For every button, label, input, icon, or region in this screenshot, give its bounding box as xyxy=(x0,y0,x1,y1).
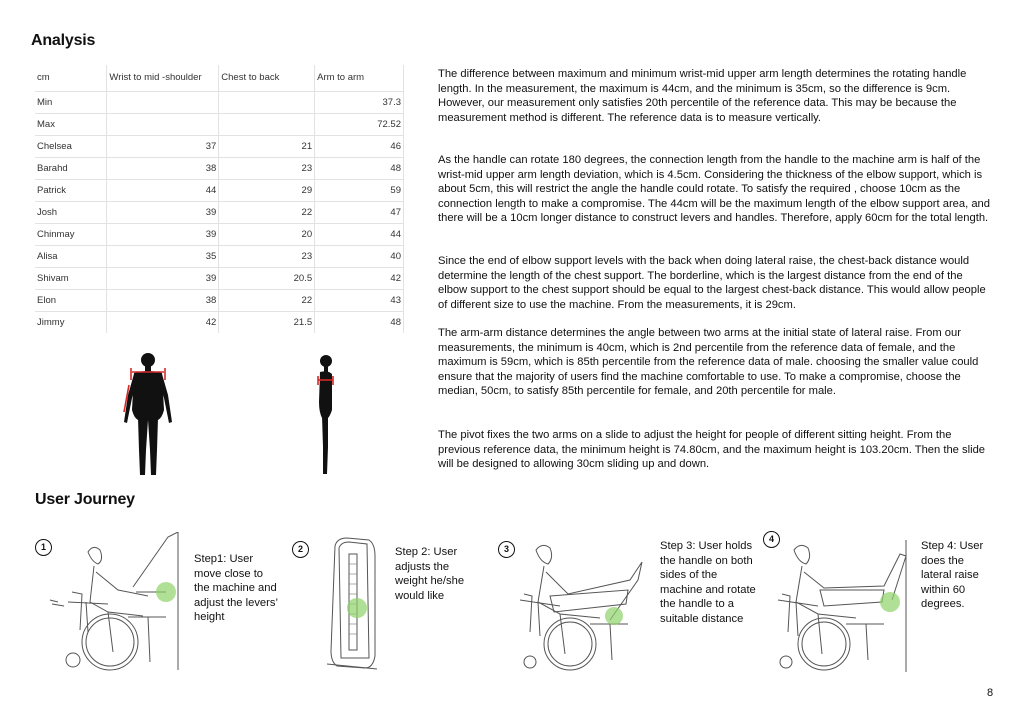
value-cell: 40 xyxy=(315,246,404,268)
step-3-text: Step 3: User holds the handle on both sides of the machine and rotate the handle to a suitable distance xyxy=(660,540,756,625)
value-cell: 39 xyxy=(107,202,219,224)
step-3-illustration xyxy=(510,540,650,672)
value-cell: 21 xyxy=(219,136,315,158)
paragraph-chest-support: Since the end of elbow support levels with the back when doing lateral raise, the chest-back distance would determine the length of the chest support. The borderline, which is the largest distance from the end of the elbow support to the chest support should be equal to the largest chest-back distance. This would allow people of different size to use the machine. From the measurements, it is 29cm. xyxy=(438,255,986,311)
page-number: 8 xyxy=(987,687,994,699)
value-cell: 43 xyxy=(315,290,404,312)
step-2-number: 2 xyxy=(292,541,309,558)
paragraph-connection-length: As the handle can rotate 180 degrees, the connection length from the handle to the machine arm is half of the wrist-mid upper arm length deviation, which is 4.5cm. Considering the thickness of the elbow support, which is about 5cm, this will restrict the angle the handle could rotate. To satisfy the required , choose 10cm as the connection length to make a compromise. The 44cm will be the maximum length of the elbow support area, and there will be a 10cm longer distance to construct levers and handles. Therefore, apply 60cm for the total length. xyxy=(438,154,991,224)
row-label-cell: Max xyxy=(35,114,107,136)
value-cell: 22 xyxy=(219,202,315,224)
step-4-illustration xyxy=(772,540,912,672)
step-3-number: 3 xyxy=(498,541,515,558)
step-2-illustration xyxy=(325,536,380,671)
measurement-table xyxy=(35,65,404,333)
value-cell: 37.3 xyxy=(315,92,404,114)
value-cell: 48 xyxy=(315,312,404,334)
row-label-cell: Alisa xyxy=(35,246,107,268)
row-label-cell: Chelsea xyxy=(35,136,107,158)
table-row xyxy=(35,136,404,158)
paragraph-handle-length: The difference between maximum and minimum wrist-mid upper arm length determines the rotating handle length. In the measurement, the maximum is 44cm, and the minimum is 35cm, so the difference is 9cm. However, our measurement only satisfies 20th percentile of the reference data. This may be because the measurement method is different. The reference data is to measure vertically. xyxy=(438,68,967,124)
table-row xyxy=(35,158,404,180)
table-row xyxy=(35,246,404,268)
value-cell xyxy=(107,92,219,114)
column-header: cm xyxy=(35,65,107,92)
value-cell: 21.5 xyxy=(219,312,315,334)
user-journey-title: User Journey xyxy=(35,491,135,508)
paragraph-arm-distance: The arm-arm distance determines the angle between two arms at the initial state of lateral raise. From our measurements, the minimum is 40cm, which is 2nd percentile from the reference data of female, and the maximum is 59cm, which is 85th percentile from the reference data of male. choosing the smaller value could ensure that the majority of users find the machine comfortable to use. To make a compromise, choose the median, 50cm, to satisfy 85th percentile for female, and 20th percentile for male. xyxy=(438,327,979,397)
step-1-number: 1 xyxy=(35,539,52,556)
table-row xyxy=(35,224,404,246)
paragraph-pivot-slide: The pivot fixes the two arms on a slide to adjust the height for people of different sitting height. From the previous reference data, the minimum height is 74.80cm, and the maximum height is 103.20cm. Then the slide will be designed to allowing 30cm sliding up and down. xyxy=(438,429,986,470)
value-cell xyxy=(107,114,219,136)
value-cell: 22 xyxy=(219,290,315,312)
row-label-cell: Min xyxy=(35,92,107,114)
analysis-title: Analysis xyxy=(31,32,96,49)
value-cell xyxy=(219,114,315,136)
column-header: Arm to arm xyxy=(315,65,404,92)
value-cell: 23 xyxy=(219,246,315,268)
table-row xyxy=(35,180,404,202)
value-cell: 44 xyxy=(315,224,404,246)
value-cell: 48 xyxy=(315,158,404,180)
row-label-cell: Barahd xyxy=(35,158,107,180)
value-cell: 46 xyxy=(315,136,404,158)
value-cell: 37 xyxy=(107,136,219,158)
value-cell: 72.52 xyxy=(315,114,404,136)
table-row xyxy=(35,290,404,312)
table-row xyxy=(35,312,404,334)
step-2-text: Step 2: User adjusts the weight he/she would like xyxy=(395,546,465,602)
side-body-figure xyxy=(311,352,341,477)
step-4-number: 4 xyxy=(763,531,780,548)
value-cell: 29 xyxy=(219,180,315,202)
row-label-cell: Elon xyxy=(35,290,107,312)
value-cell: 38 xyxy=(107,290,219,312)
row-label-cell: Chinmay xyxy=(35,224,107,246)
front-body-figure xyxy=(118,350,178,480)
value-cell: 42 xyxy=(107,312,219,334)
value-cell: 38 xyxy=(107,158,219,180)
value-cell: 39 xyxy=(107,224,219,246)
row-label-cell: Jimmy xyxy=(35,312,107,334)
column-header: Wrist to mid -shoulder xyxy=(107,65,219,92)
value-cell: 59 xyxy=(315,180,404,202)
table-row xyxy=(35,268,404,290)
value-cell: 20.5 xyxy=(219,268,315,290)
value-cell: 47 xyxy=(315,202,404,224)
table-header-row xyxy=(35,65,404,92)
value-cell: 39 xyxy=(107,268,219,290)
column-header: Chest to back xyxy=(219,65,315,92)
table-row xyxy=(35,202,404,224)
row-label-cell: Shivam xyxy=(35,268,107,290)
value-cell: 44 xyxy=(107,180,219,202)
value-cell: 42 xyxy=(315,268,404,290)
value-cell: 20 xyxy=(219,224,315,246)
table-row xyxy=(35,114,404,136)
step-1-text: Step1: User move close to the machine and adjust the levers’ height xyxy=(194,553,278,623)
table-row xyxy=(35,92,404,114)
value-cell xyxy=(219,92,315,114)
row-label-cell: Patrick xyxy=(35,180,107,202)
step-4-text: Step 4: User does the lateral raise within 60 degrees. xyxy=(921,540,984,610)
value-cell: 23 xyxy=(219,158,315,180)
row-label-cell: Josh xyxy=(35,202,107,224)
step-1-illustration xyxy=(48,532,183,672)
value-cell: 35 xyxy=(107,246,219,268)
